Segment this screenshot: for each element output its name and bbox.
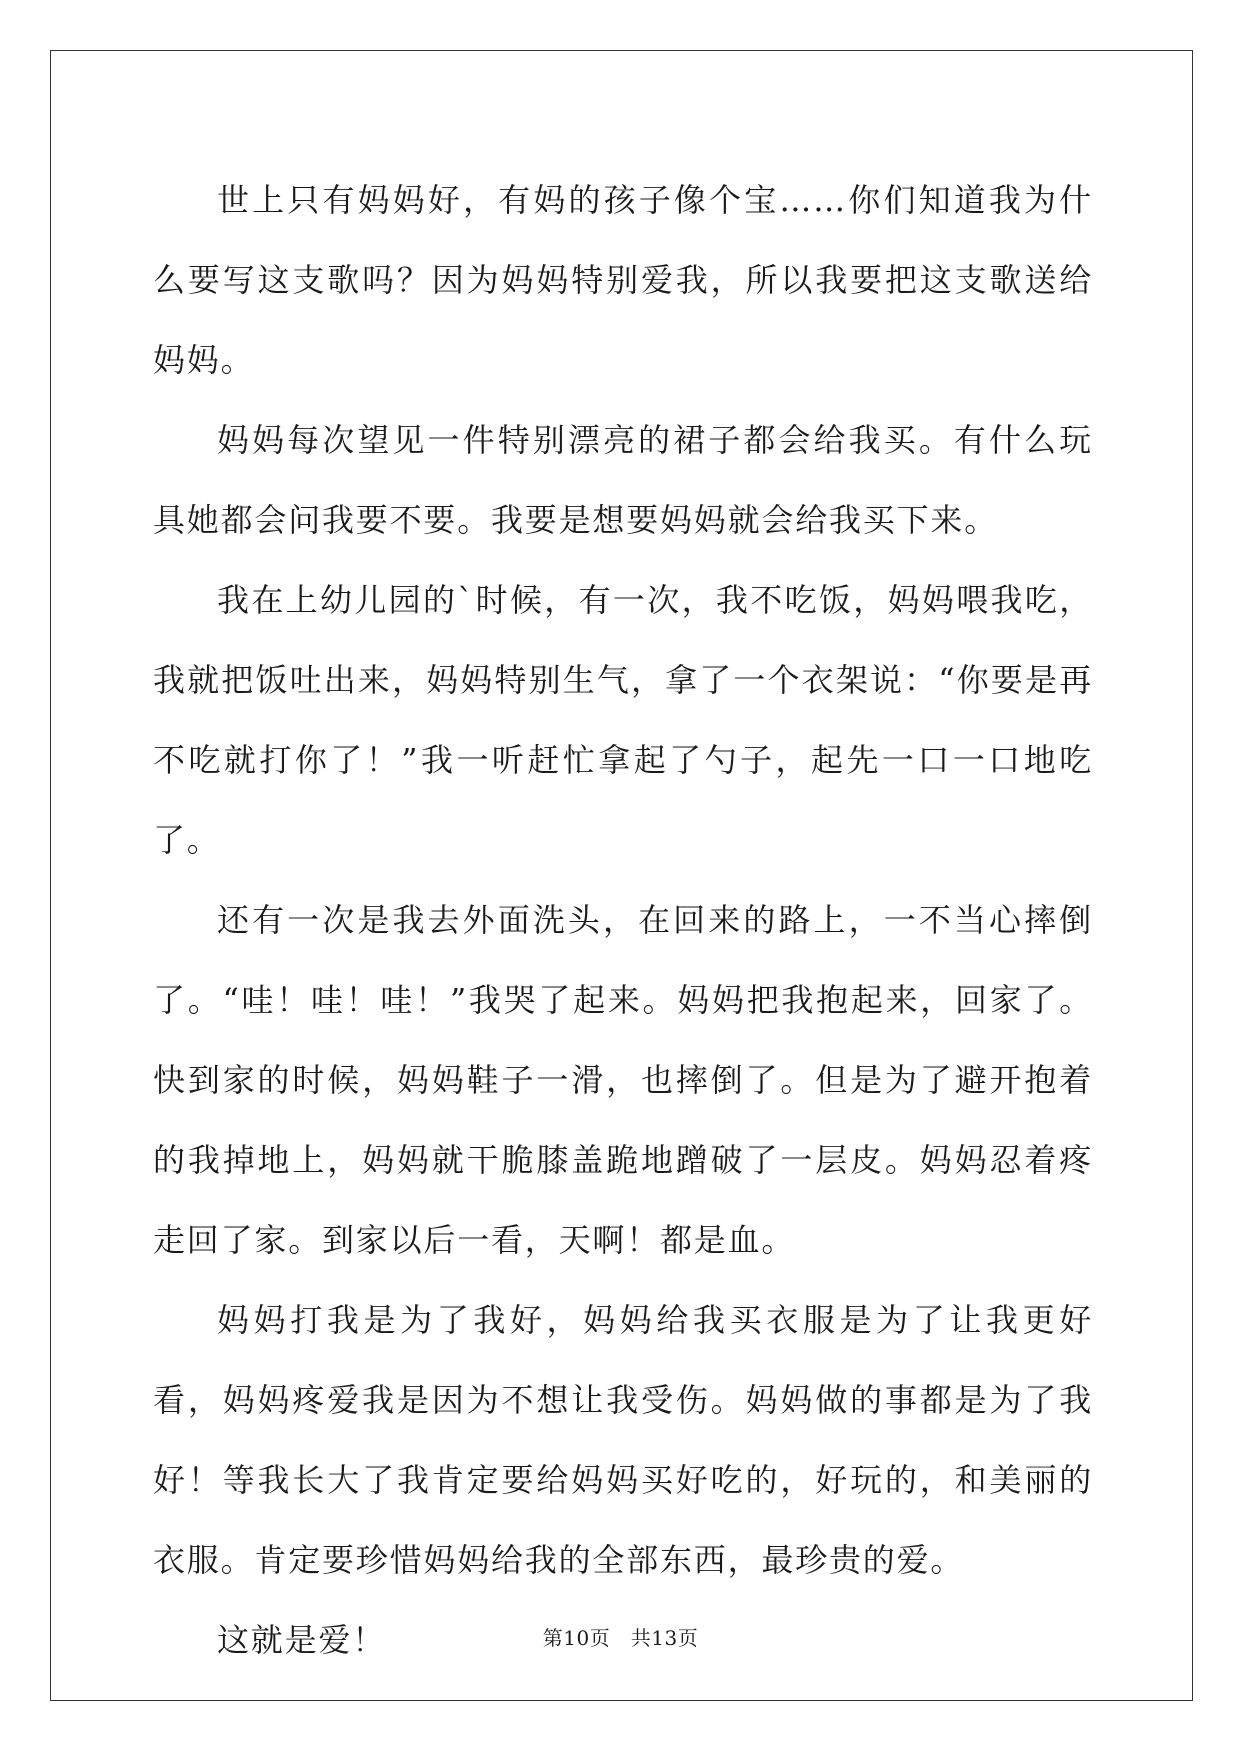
paragraph-2: 妈妈每次望见一件特别漂亮的裙子都会给我买。有什么玩具她都会问我要不要。我要是想要妈妈就会给我买下来。 [153, 421, 1093, 539]
paragraph-4: 还有一次是我去外面洗头，在回来的路上，一不当心摔倒了。“哇！哇！哇！”我哭了起来。妈妈把我抱起来，回家了。快到家的时候，妈妈鞋子一滑，也摔倒了。但是为了避开抱着的我掉地上，妈妈就干脆膝盖跪地蹭破了一层皮。妈妈忍着疼走回了家。到家以后一看，天啊！都是血。 [153, 901, 1093, 1259]
document-body [153, 160, 1093, 1680]
page-number-footer: 第10页 共13页 [542, 1626, 699, 1650]
paragraph-1: 世上只有妈妈好，有妈的孩子像个宝……你们知道我为什么要写这支歌吗？因为妈妈特别爱我，所以我要把这支歌送给妈妈。 [153, 181, 1093, 379]
paragraph-5: 妈妈打我是为了我好，妈妈给我买衣服是为了让我更好看，妈妈疼爱我是因为不想让我受伤。妈妈做的事都是为了我好！等我长大了我肯定要给妈妈买好吃的，好玩的，和美丽的衣服。肯定要珍惜妈妈给我的全部东西，最珍贵的爱。 [153, 1301, 1093, 1579]
paragraph-6: 这就是爱！ [217, 1621, 387, 1659]
paragraph-3: 我在上幼儿园的`时候，有一次，我不吃饭，妈妈喂我吃，我就把饭吐出来，妈妈特别生气，拿了一个衣架说：“你要是再不吃就打你了！”我一听赶忙拿起了勺子，起先一口一口地吃了。 [153, 581, 1093, 859]
